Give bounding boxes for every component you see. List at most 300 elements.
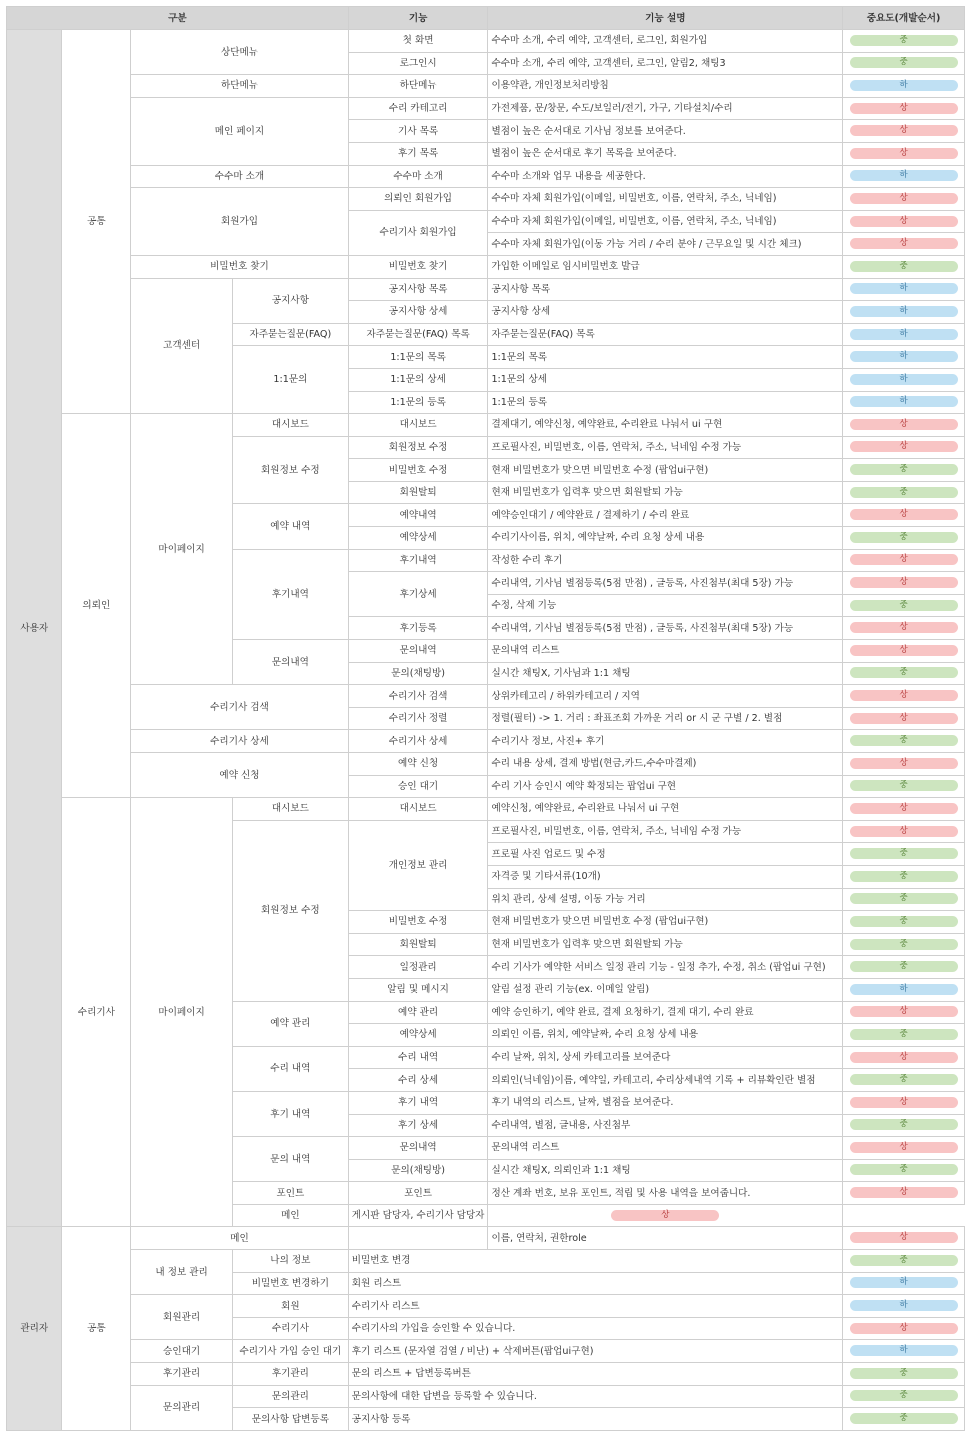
description-cell: 작성한 수리 후기 [488,549,843,572]
category-cell: 회원가입 [131,188,349,256]
feature-cell: 수리기사 상세 [348,730,488,753]
priority-badge: 상 [850,509,958,520]
priority-cell [843,52,965,75]
category-cell: 예약 내역 [232,504,348,549]
feature-cell: 수리기사 정렬 [348,707,488,730]
priority-badge: 상 [850,577,958,588]
category-cell: 문의관리 [232,1385,348,1408]
category-cell: 문의내역 [232,640,348,685]
priority-cell [843,1272,965,1295]
feature-spec-sheet [6,6,965,1431]
description-cell: 수리기사이름, 위치, 예약날짜, 수리 요청 상세 내용 [488,527,843,550]
feature-cell: 예약내역 [348,504,488,527]
priority-cell [843,481,965,504]
category-cell: 나의 정보 [232,1250,348,1273]
table-row [7,798,965,821]
priority-badge: 중 [850,600,958,611]
priority-cell [843,865,965,888]
feature-cell: 수리 상세 [348,1069,488,1092]
priority-cell [843,97,965,120]
priority-cell [843,323,965,346]
feature-cell: 회원정보 수정 [348,436,488,459]
priority-badge: 중 [850,1164,958,1175]
priority-cell [843,753,965,776]
feature-cell: 수리 카테고리 [348,97,488,120]
table-body [7,30,965,1431]
category-cell: 수리기사 [62,798,131,1227]
description-cell: 수수마 자체 회원가입(이메일, 비밀번호, 이름, 연락처, 주소, 닉네임) [488,210,843,233]
priority-badge: 중 [850,35,958,46]
priority-cell [843,255,965,278]
category-cell: 대시보드 [232,414,348,437]
feature-cell: 후기내역 [348,549,488,572]
description-cell: 수리 날짜, 위치, 상세 카테고리를 보여준다 [488,1046,843,1069]
table-row [7,278,965,301]
feature-cell: 수리기사 검색 [348,685,488,708]
description-cell: 자주묻는질문(FAQ) 목록 [488,323,843,346]
priority-badge: 상 [850,1097,958,1108]
feature-cell: 공지사항 상세 [348,301,488,324]
table-row [7,730,965,753]
priority-badge: 상 [850,216,958,227]
table-row [7,1295,965,1318]
priority-badge: 중 [850,780,958,791]
category-cell: 비밀번호 찾기 [131,255,349,278]
priority-badge: 중 [850,1413,958,1424]
category-cell: 의뢰인 [62,414,131,798]
description-cell: 문의 리스트 + 답변등록버튼 [348,1363,842,1386]
priority-cell [843,617,965,640]
feature-cell: 후기등록 [348,617,488,640]
priority-badge: 중 [850,532,958,543]
table-row [7,1385,965,1408]
description-cell: 수리내역, 별점, 글내용, 사진첨부 [488,1114,843,1137]
feature-cell: 문의(채팅방) [348,1159,488,1182]
description-cell: 정렬(필터) -> 1. 거리 : 좌표조회 가까운 거리 or 시 군 구별 / 2. 별점 [488,707,843,730]
priority-badge: 하 [850,80,958,91]
priority-cell [843,1250,965,1273]
priority-badge: 중 [850,871,958,882]
category-cell: 회원정보 수정 [232,436,348,504]
feature-cell: 포인트 [348,1182,488,1205]
category-cell: 후기관리 [131,1363,233,1386]
feature-cell: 회원탈퇴 [348,933,488,956]
feature-cell: 자주묻는질문(FAQ) 목록 [348,323,488,346]
feature-cell: 의뢰인 회원가입 [348,188,488,211]
feature-cell: 일정관리 [348,956,488,979]
priority-badge: 상 [850,419,958,430]
priority-badge: 상 [850,826,958,837]
table-row [7,255,965,278]
table-row [7,165,965,188]
description-cell: 문의사항에 대한 답변을 등록할 수 있습니다. [348,1385,842,1408]
category-cell: 비밀번호 변경하기 [232,1272,348,1295]
table-row [7,685,965,708]
priority-badge: 상 [850,441,958,452]
priority-badge: 상 [850,690,958,701]
category-cell: 포인트 [232,1182,348,1205]
description-cell: 수수마 소개, 수리 예약, 고객센터, 로그인, 알림2, 채팅3 [488,52,843,75]
priority-badge: 상 [611,1210,719,1221]
priority-badge: 중 [850,916,958,927]
priority-cell [843,1024,965,1047]
feature-cell: 예약상세 [348,1024,488,1047]
category-cell: 회원정보 수정 [232,820,348,1001]
description-cell: 알림 설정 관리 기능(ex. 이메일 알림) [488,978,843,1001]
category-cell: 공통 [62,1227,131,1430]
priority-cell [843,1069,965,1092]
description-cell: 예약 승인하기, 예약 완료, 결제 요청하기, 결제 대기, 수리 완료 [488,1001,843,1024]
priority-badge: 중 [850,1390,958,1401]
priority-badge: 중 [850,1074,958,1085]
priority-cell [843,775,965,798]
priority-badge: 하 [850,351,958,362]
table-row [7,1363,965,1386]
priority-cell [843,368,965,391]
priority-badge: 상 [850,1232,958,1243]
description-cell: 후기 리스트 (문자열 검열 / 비난) + 삭제버튼(팝업ui구현) [348,1340,842,1363]
description-cell: 문의내역 리스트 [488,1137,843,1160]
category-cell: 문의관리 [131,1385,233,1430]
table-row [7,188,965,211]
category-cell: 수리 내역 [232,1046,348,1091]
description-cell: 1:1문의 상세 [488,368,843,391]
description-cell: 예약신청, 예약완료, 수리완료 나눠서 ui 구현 [488,798,843,821]
priority-cell [843,730,965,753]
category-cell: 고객센터 [131,278,233,414]
feature-cell: 하단메뉴 [348,75,488,98]
feature-cell: 승인 대기 [348,775,488,798]
description-cell: 프로필사진, 비밀번호, 이름, 연락처, 주소, 닉네임 수정 가능 [488,436,843,459]
priority-cell [843,911,965,934]
category-cell: 예약 신청 [131,753,349,798]
description-cell: 수리 기사 승인시 예약 확정되는 팝업ui 구현 [488,775,843,798]
priority-cell [843,142,965,165]
feature-cell: 문의내역 [348,1137,488,1160]
description-cell: 자격증 및 기타서류(10개) [488,865,843,888]
feature-cell: 예약상세 [348,527,488,550]
priority-badge: 상 [850,1052,958,1063]
priority-cell [843,30,965,53]
priority-badge: 하 [850,1345,958,1356]
priority-badge: 중 [850,848,958,859]
description-cell: 수리 기사가 예약한 서비스 일정 관리 기능 - 일정 추가, 수정, 취소 (팝업ui 구현) [488,956,843,979]
feature-cell: 회원탈퇴 [348,481,488,504]
priority-cell [843,707,965,730]
feature-cell: 예약 신청 [348,753,488,776]
feature-cell: 후기 내역 [348,1091,488,1114]
feature-cell: 수리 내역 [348,1046,488,1069]
description-cell: 상위카테고리 / 하위카테고리 / 지역 [488,685,843,708]
priority-cell [843,640,965,663]
priority-cell [843,1295,965,1318]
priority-badge: 중 [850,464,958,475]
table-row [7,1227,965,1250]
priority-cell [843,978,965,1001]
feature-table [6,6,965,1431]
description-cell: 공지사항 목록 [488,278,843,301]
priority-cell [843,1091,965,1114]
category-cell: 수리기사 가입 승인 대기 [232,1340,348,1363]
priority-badge: 하 [850,1300,958,1311]
description-cell: 후기 내역의 리스트, 날짜, 별점을 보여준다. [488,1091,843,1114]
priority-cell [843,120,965,143]
description-cell: 수수마 자체 회원가입(이동 가능 거리 / 수리 분야 / 근무요일 및 시간 체크) [488,233,843,256]
priority-cell [843,1182,965,1205]
priority-cell [843,527,965,550]
priority-cell [843,233,965,256]
description-cell: 비밀번호 변경 [348,1250,842,1273]
feature-cell: 첫 화면 [348,30,488,53]
priority-badge: 상 [850,758,958,769]
category-cell: 수수마 소개 [131,165,349,188]
description-cell: 별점이 높은 순서대로 기사님 정보를 보여준다. [488,120,843,143]
priority-cell [843,391,965,414]
header-description: 기능 설명 [488,7,843,30]
description-cell: 프로필 사진 업로드 및 수정 [488,843,843,866]
priority-cell [843,301,965,324]
priority-badge: 상 [850,125,958,136]
priority-cell [843,549,965,572]
description-cell: 수리기사의 가입을 승인할 수 있습니다. [348,1317,842,1340]
priority-badge: 중 [850,961,958,972]
priority-badge: 중 [850,1368,958,1379]
description-cell: 수리 내용 상세, 결제 방법(현금,카드,수수마결제) [488,753,843,776]
category-cell: 공지사항 [232,278,348,323]
priority-cell [843,278,965,301]
description-cell: 실시간 채팅X, 의뢰인과 1:1 채팅 [488,1159,843,1182]
description-cell: 정산 계좌 번호, 보유 포인트, 적립 및 사용 내역을 보여줍니다. [488,1182,843,1205]
header-row [7,7,965,30]
priority-cell [843,346,965,369]
feature-cell: 비밀번호 찾기 [348,255,488,278]
feature-cell: 예약 관리 [348,1001,488,1024]
priority-cell [843,1114,965,1137]
category-cell: 마이페이지 [131,414,233,685]
category-cell: 수리기사 검색 [131,685,349,730]
feature-cell: 기사 목록 [348,120,488,143]
description-cell: 가입한 이메일로 임시비밀번호 발급 [488,255,843,278]
header-category: 구분 [7,7,349,30]
category-cell: 자주묻는질문(FAQ) [232,323,348,346]
category-cell: 하단메뉴 [131,75,349,98]
category-cell: 상단메뉴 [131,30,349,75]
feature-cell: 후기 목록 [348,142,488,165]
feature-cell: 수리기사 회원가입 [348,210,488,255]
description-cell: 프로필사진, 비밀번호, 이름, 연락처, 주소, 닉네임 수정 가능 [488,820,843,843]
category-cell: 회원관리 [131,1295,233,1340]
feature-cell: 후기 상세 [348,1114,488,1137]
category-cell: 수리기사 [232,1317,348,1340]
table-row [7,753,965,776]
priority-cell [843,1137,965,1160]
description-cell: 결제대기, 예약신청, 예약완료, 수리완료 나눠서 ui 구현 [488,414,843,437]
priority-cell [843,1385,965,1408]
priority-cell [843,798,965,821]
priority-cell [843,210,965,233]
description-cell: 회원 리스트 [348,1272,842,1295]
table-row [7,414,965,437]
priority-badge: 중 [850,939,958,950]
priority-cell [843,1363,965,1386]
description-cell: 수리내역, 기사님 별점등록(5점 만점) , 글등록, 사진첨부(최대 5장) 가능 [488,572,843,595]
feature-cell: 1:1문의 상세 [348,368,488,391]
feature-cell: 로그인시 [348,52,488,75]
priority-badge: 상 [850,193,958,204]
table-row [7,1340,965,1363]
priority-badge: 상 [850,803,958,814]
feature-cell: 공지사항 목록 [348,278,488,301]
description-cell: 위치 관리, 상세 설명, 이동 가능 거리 [488,888,843,911]
priority-badge: 상 [850,713,958,724]
table-row [7,30,965,53]
priority-badge: 하 [850,1277,958,1288]
priority-badge: 중 [850,1255,958,1266]
priority-cell [843,1001,965,1024]
priority-cell [843,459,965,482]
priority-badge: 중 [850,1119,958,1130]
description-cell: 수수마 소개와 업무 내용을 세공한다. [488,165,843,188]
priority-cell [843,662,965,685]
priority-badge: 상 [850,1006,958,1017]
feature-cell: 1:1문의 목록 [348,346,488,369]
priority-badge: 하 [850,984,958,995]
description-cell: 실시간 채팅X, 기사님과 1:1 채팅 [488,662,843,685]
priority-cell [843,188,965,211]
description-cell: 수리내역, 기사님 별점등록(5점 만점) , 글등록, 사진첨부(최대 5장) 가능 [488,617,843,640]
description-cell: 이용약관, 개인정보처리방침 [488,75,843,98]
priority-badge: 상 [850,554,958,565]
priority-cell [843,75,965,98]
priority-badge: 중 [850,261,958,272]
feature-cell: 1:1문의 등록 [348,391,488,414]
priority-cell [843,1159,965,1182]
feature-cell: 대시보드 [348,798,488,821]
feature-cell: 문의내역 [348,640,488,663]
header-priority: 중요도(개발순서) [843,7,965,30]
category-cell: 문의 내역 [232,1137,348,1182]
priority-cell [843,820,965,843]
priority-cell [843,436,965,459]
feature-cell: 비밀번호 수정 [348,459,488,482]
category-cell: 내 정보 관리 [131,1250,233,1295]
priority-cell [843,1340,965,1363]
priority-cell [843,1317,965,1340]
description-cell: 의뢰인 이름, 위치, 예약날짜, 수리 요청 상세 내용 [488,1024,843,1047]
category-cell: 마이페이지 [131,798,233,1227]
feature-cell: 수수마 소개 [348,165,488,188]
priority-badge: 중 [850,893,958,904]
feature-cell [348,1227,488,1250]
priority-badge: 상 [850,103,958,114]
priority-cell [843,843,965,866]
description-cell: 공지사항 상세 [488,301,843,324]
priority-badge: 하 [850,374,958,385]
description-cell: 수리기사 정보, 사진+ 후기 [488,730,843,753]
priority-cell [843,956,965,979]
category-cell: 공통 [62,30,131,414]
priority-badge: 상 [850,148,958,159]
table-row [7,97,965,120]
category-cell: 회원 [232,1295,348,1318]
description-cell: 수수마 소개, 수리 예약, 고객센터, 로그인, 회원가입 [488,30,843,53]
category-cell: 관리자 [7,1227,62,1430]
description-cell: 문의내역 리스트 [488,640,843,663]
priority-cell [843,1046,965,1069]
description-cell: 의뢰인(닉네임)이름, 예약일, 카테고리, 수리상세내역 기록 + 리뷰확인란 별점 [488,1069,843,1092]
description-cell: 1:1문의 등록 [488,391,843,414]
description-cell: 현재 비밀번호가 맞으면 비밀번호 수정 (팝업ui구현) [488,459,843,482]
description-cell: 게시판 담당자, 수리기사 담당자 [348,1204,488,1227]
category-cell: 1:1문의 [232,346,348,414]
priority-badge: 상 [850,1142,958,1153]
category-cell: 후기 내역 [232,1091,348,1136]
priority-cell [488,1204,843,1227]
priority-badge: 중 [850,487,958,498]
category-cell: 메인 [131,1227,349,1250]
priority-badge: 상 [850,645,958,656]
feature-cell: 대시보드 [348,414,488,437]
priority-cell [843,414,965,437]
priority-badge: 중 [850,1029,958,1040]
priority-badge: 중 [850,667,958,678]
category-cell: 예약 관리 [232,1001,348,1046]
feature-cell: 비밀번호 수정 [348,911,488,934]
category-cell: 승인대기 [131,1340,233,1363]
priority-badge: 상 [850,1187,958,1198]
description-cell: 수정, 삭제 기능 [488,594,843,617]
category-cell: 후기내역 [232,549,348,639]
priority-cell [843,685,965,708]
category-cell: 수리기사 상세 [131,730,349,753]
priority-badge: 중 [850,735,958,746]
priority-badge: 하 [850,283,958,294]
priority-badge: 하 [850,329,958,340]
description-cell: 이름, 연락처, 권한role [488,1227,843,1250]
category-cell: 후기관리 [232,1363,348,1386]
category-cell: 대시보드 [232,798,348,821]
priority-cell [843,888,965,911]
description-cell: 현재 비밀번호가 입력후 맞으면 회원탈퇴 가능 [488,481,843,504]
priority-cell [843,1408,965,1431]
description-cell: 공지사항 등록 [348,1408,842,1431]
priority-cell [843,933,965,956]
priority-badge: 상 [850,238,958,249]
description-cell: 1:1문의 목록 [488,346,843,369]
header-feature: 기능 [348,7,488,30]
priority-badge: 하 [850,306,958,317]
feature-cell: 후기상세 [348,572,488,617]
description-cell: 예약승인대기 / 예약완료 / 결제하기 / 수리 완료 [488,504,843,527]
feature-cell: 개인정보 관리 [348,820,488,910]
priority-cell [843,572,965,595]
table-row [7,1250,965,1273]
table-row [7,75,965,98]
description-cell: 가전제품, 문/창문, 수도/보일러/전기, 가구, 기타설치/수리 [488,97,843,120]
feature-cell: 메인 [232,1204,348,1227]
feature-cell: 알림 및 메시지 [348,978,488,1001]
description-cell: 수수마 자체 회원가입(이메일, 비밀번호, 이름, 연락처, 주소, 닉네임) [488,188,843,211]
description-cell: 별점이 높은 순서대로 후기 목록을 보여준다. [488,142,843,165]
description-cell: 현재 비밀번호가 맞으면 비밀번호 수정 (팝업ui구현) [488,911,843,934]
priority-badge: 하 [850,396,958,407]
priority-badge: 하 [850,170,958,181]
priority-badge: 상 [850,1323,958,1334]
priority-cell [843,594,965,617]
category-cell: 사용자 [7,30,62,1227]
description-cell: 현재 비밀번호가 입력후 맞으면 회원탈퇴 가능 [488,933,843,956]
priority-cell [843,165,965,188]
